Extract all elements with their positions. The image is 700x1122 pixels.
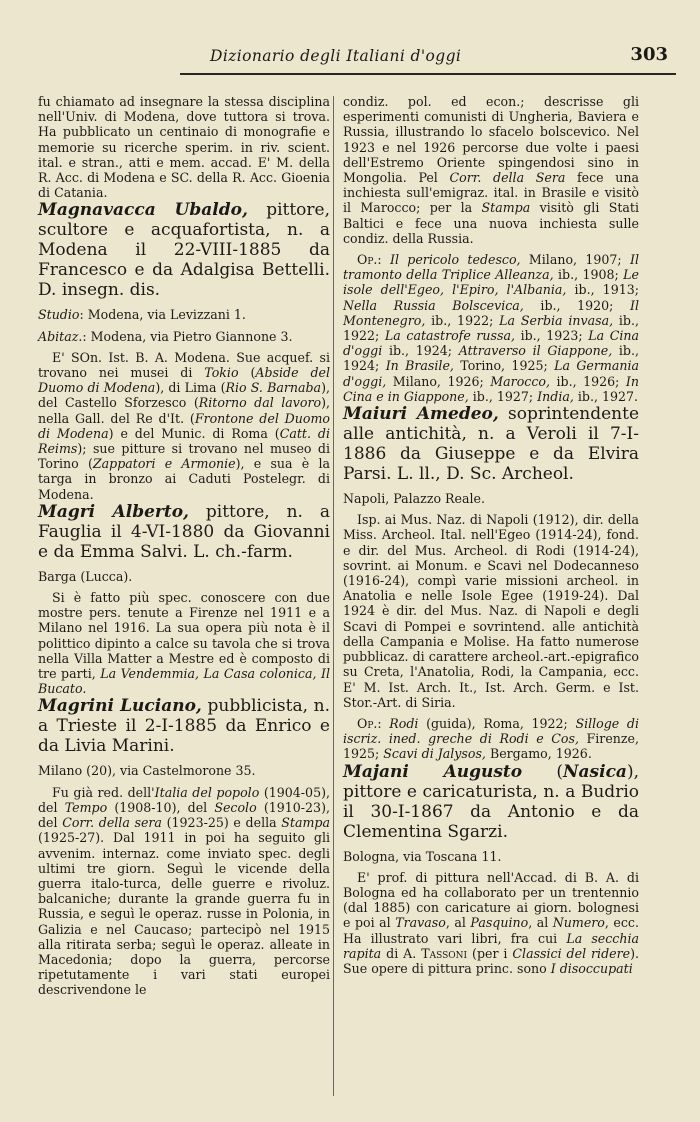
entry-heading: [38, 502, 330, 562]
entry-biography: E' SOn. Ist. B. A. Modena. Sue acquef. si trovano nei musei di Tokio (Abside del Duomo di Modena), di Lima (Rio S. Barnaba), del Castello Sforzesco (Ritorno dal lavoro), nella Gall. del Re d'It. (Frontone del Duomo di Modena) e del Munic. di Roma (Catt. di Reims); sue pitture si trovano nel museo di Torino (Zappatori e Armonie), e sua è la targa in bronzo ai Caduti Postelegr. di Modena.: [38, 349, 330, 502]
entry-heading: Majani Augusto (Nasica), pittore e caricaturista, n. a Budrio il 30-I-1867 da Antonio e da Clementina Sgarzi.: [343, 761, 639, 842]
entry-summary: pittore, n. a Fauglia il 4-VI-1880 da Giovanni e da Emma Salvi. L. ch.-farm.: [38, 501, 330, 562]
entry-heading: [38, 200, 330, 300]
entry-name: Magrini Luciano,: [38, 696, 202, 717]
works-list: Op.: Rodi (guida), Roma, 1922; Silloge di iscriz. ined. greche di Rodi e Cos, Firenze, 1925; Scavi di Jalysos, Bergamo, 1926.: [343, 715, 639, 762]
entry-magrini: [38, 696, 330, 997]
entry-address: Napoli, Palazzo Reale.: [343, 491, 485, 507]
entry-summary: pittore e caricaturista, n. a Budrio il 30-I-1867 da Antonio e da Clementina Sgarzi.: [343, 781, 639, 842]
right-column: [343, 94, 639, 976]
entry-summary: pittore, scultore e acquafortista, n. a Modena il 22-VIII-1885 da Francesco e da Adalgisa Bettelli. D. insegn. dis.: [38, 200, 331, 301]
entry-continuation: fu chiamato ad insegnare la stessa disciplina nell'Univ. di Modena, dove tuttora si trova. Ha pubblicato un centinaio di monografie e memorie su ricerche sperim. in riv. scient. ital. e stran., atti e mem. accad. E' M. della R. Acc. di Modena e SC. della R. Acc. Gioenia di Catania.: [38, 94, 330, 201]
entry-name: Maiuri Amedeo,: [343, 404, 499, 425]
entry-majani: [343, 762, 639, 977]
running-title: Dizionario degli Italiani d'oggi: [210, 47, 462, 65]
entry-heading: [38, 696, 330, 756]
entry-heading: [343, 404, 639, 484]
entry-biography: Isp. ai Mus. Naz. di Napoli (1912), dir. della Miss. Archeol. Ital. nell'Egeo (1914-24), fond. e dir. del Mus. Archeol. di Rodi (1914-24), sovrint. ai Monum. e Scavi nel Dodecanneso (1916-24), compì varie missioni archeol. in Anatolia e nelle Isole Egee (1919-24). Dal 1924 è dir. del Mus. Naz. di Napoli e degli Scavi di Pompei e sovrintend. alle antichità della Campania e Molise. Ha fatto numerose pubblicaz. di carattere archeol.-art.-epigrafico su Creta, l'Anatolia, Rodi, la Campania, ecc. E' M. Ist. Arch. It., Ist. Arch. Germ. e Ist. Stor.-Art. di Siria.: [343, 512, 639, 710]
entry-continuation: condiz. pol. ed econ.; descrisse gli esperimenti comunisti di Ungheria, Baviera e Russia, illustrando lo sfacelo bolscevico. Nel 1923 e nel 1926 percorse due volte i paesi dell'Estremo Oriente spingendosi sino in Mongolia. Pel Corr. della Sera fece una inchiesta sull'emigraz. ital. in Brasile e visitò il Marocco; per la Stampa visitò gli Stati Baltici e fece una nuova inchiesta sulle condiz. della Russia.: [343, 94, 639, 246]
entry-maiuri: [343, 404, 639, 761]
entry-magri: [38, 502, 330, 697]
entry-magnavacca: [38, 200, 330, 501]
entry-name: Magnavacca Ubaldo,: [38, 200, 248, 221]
page-header: [180, 44, 676, 74]
entry-biography: Si è fatto più spec. conoscere con due mostre pers. tenute a Firenze nel 1911 e a Milano nel 1916. La sua opera più nota è il polittico dipinto a calce su tavola che si trova nella Villa Matter a Mestre ed è composto di tre parti, La Vendemmia, La Casa colonica, Il Bucato.: [38, 590, 330, 697]
entry-summary: soprintendente alle antichità, n. a Veroli il 7-I-1886 da Giuseppe e da Elvira Parsi. L. ll., D. Sc. Archeol.: [343, 404, 640, 485]
entry-biography: E' prof. di pittura nell'Accad. di B. A. di Bologna ed ha collaborato per un trentennio (dal 1885) con caricature ai giorn. bolognesi e poi al Travaso, al Pasquino, al Numero, ecc. Ha illustrato vari libri, fra cui La secchia rapita di A. Tassoni (per i Classici del ridere). Sue opere di pittura princ. sono I disoccupati: [343, 869, 640, 976]
entry-address: Bologna, via Toscana 11.: [343, 848, 502, 864]
page-number: 303: [630, 44, 668, 65]
entry-biography: Fu già red. dell'Italia del popolo (1904-05), del Tempo (1908-10), del Secolo (1910-23), del Corr. della sera (1923-25) e della Stampa (1925-27). Dal 1911 in poi ha seguito gli avvenim. internaz. come inviato spec. degli ultimi tre giorn. Seguì le vicende della guerra italo-turca, delle guerre e rivoluz. balcaniche; durante la grande guerra fu in Russia, e seguì le operaz. russe in Polonia, in Galizia e nel Caucaso; partecipò nel 1915 alla ritirata serba; seguì le operaz. alleate in Macedonia; dopo la guerra, percorse ripetutamente i vari stati europei descrivendone le: [38, 784, 331, 998]
home-address: Abitaz.: Modena, via Pietro Giannone 3.: [38, 328, 293, 344]
entry-name: Magri Alberto,: [38, 501, 189, 522]
entry-name: Majani Augusto: [343, 761, 523, 782]
works-list: Op.: Il pericolo tedesco, Milano, 1907; Il tramonto della Triplice Alleanza, ib., 1908; Le isole dell'Egeo, l'Epiro, l'Albania, ib., 1913; Nella Russia Bolscevica, ib., 1920; Il Montenegro, ib., 1922; La Serbia invasa, ib., 1922; La catastrofe russa, ib., 1923; La Cina d'oggi ib., 1924; Attraverso il Giappone, ib., 1924; In Brasile, Torino, 1925; La Germania d'oggi, Milano, 1926; Marocco, ib., 1926; In Cina e in Giappone, ib., 1927; India, ib., 1927.: [343, 252, 640, 404]
column-divider: [333, 96, 334, 1096]
header-rule: [180, 73, 676, 75]
entry-summary: pubblicista, n. a Trieste il 2-I-1885 da Enrico e da Livia Marini.: [38, 696, 331, 757]
studio-address: Studio: Modena, via Levizzani 1.: [38, 307, 246, 323]
entry-address: Milano (20), via Castelmorone 35.: [38, 763, 256, 779]
entry-address: Barga (Lucca).: [38, 568, 133, 584]
left-column: [38, 94, 330, 998]
